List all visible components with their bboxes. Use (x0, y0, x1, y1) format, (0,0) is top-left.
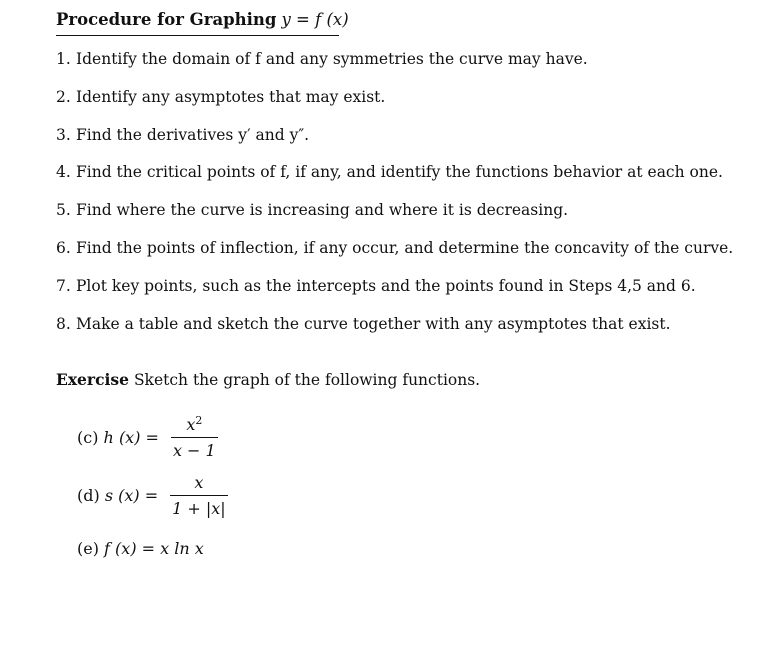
exercise-text: Sketch the graph of the following functions. (133, 371, 481, 389)
numerator-exponent: 2 (195, 414, 203, 427)
fraction-numerator: x (194, 473, 204, 492)
step-1 (56, 50, 588, 68)
step-number: 4. (56, 163, 71, 181)
fraction-denominator: x − 1 (171, 437, 218, 460)
step-number: 8. (56, 315, 71, 333)
step-7 (56, 277, 696, 295)
step-text: Find where the curve is increasing and where it is decreasing. (76, 201, 569, 219)
title-text: Procedure for Graphing (56, 10, 277, 29)
function-expression: f (x) = x ln x (104, 539, 204, 558)
function-label: (d) (77, 486, 100, 505)
function-lhs: s (x) = (104, 486, 159, 505)
numerator-base: x (186, 415, 196, 434)
exercise-heading (56, 370, 480, 389)
fraction (171, 414, 218, 460)
step-number: 1. (56, 50, 71, 68)
function-e (77, 539, 204, 558)
step-text: Find the derivatives y′ and y″. (76, 126, 310, 144)
title-math: y = f (x) (281, 10, 349, 29)
step-text: Find the points of inflection, if any occur, and determine the concavity of the curve. (76, 239, 734, 257)
page-title (56, 10, 349, 29)
step-text: Identify any asymptotes that may exist. (76, 88, 386, 106)
function-label: (e) (77, 539, 99, 558)
step-4 (56, 163, 723, 181)
step-6 (56, 239, 733, 257)
step-number: 3. (56, 126, 71, 144)
step-5 (56, 201, 568, 219)
step-number: 2. (56, 88, 71, 106)
function-c (77, 414, 218, 460)
step-number: 7. (56, 277, 71, 295)
step-number: 6. (56, 239, 71, 257)
function-lhs: h (x) = (103, 427, 159, 447)
step-3 (56, 126, 309, 144)
function-label: (c) (77, 427, 99, 447)
step-text: Plot key points, such as the intercepts and the points found in Steps 4,5 and 6. (76, 277, 696, 295)
step-8 (56, 315, 671, 333)
step-text: Identify the domain of f and any symmetries the curve may have. (76, 50, 588, 68)
step-text: Make a table and sketch the curve together with any asymptotes that exist. (76, 315, 671, 333)
step-number: 5. (56, 201, 71, 219)
exercise-label: Exercise (56, 370, 129, 389)
fraction-denominator: 1 + |x| (170, 495, 228, 518)
title-underline (56, 35, 339, 36)
fraction (170, 473, 228, 518)
step-2 (56, 88, 385, 106)
function-d (77, 473, 228, 518)
fraction-numerator (184, 414, 204, 437)
step-text: Find the critical points of f, if any, and identify the functions behavior at each one. (76, 163, 723, 181)
